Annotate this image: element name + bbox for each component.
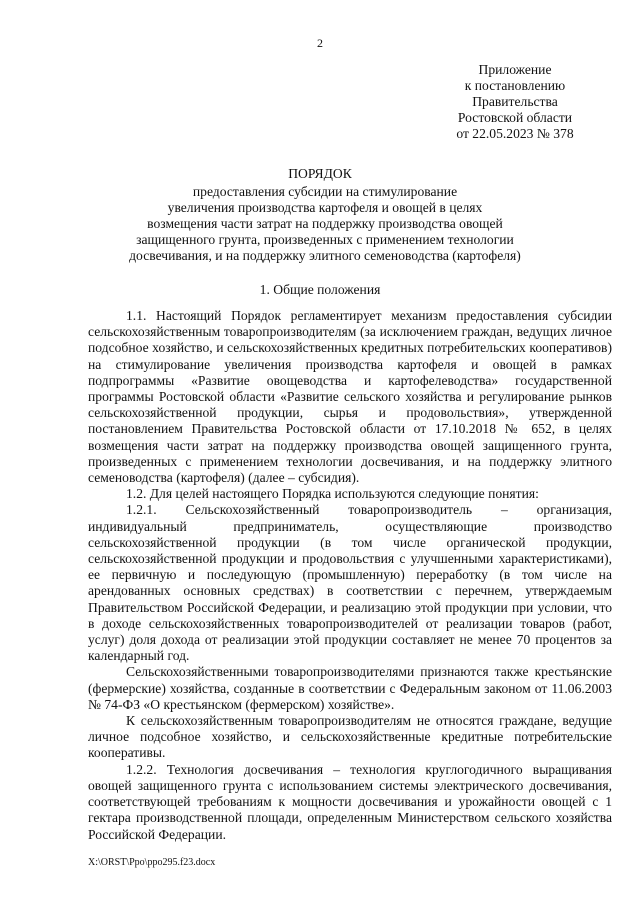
appendix-line: Приложение xyxy=(478,62,552,77)
paragraph: 1.1. Настоящий Порядок регламентирует механизм предоставления субсидии сельскохозяйственным товаропроизводителям (за исключением граждан, ведущих личное подсобное хозяйство, и сельскохозяйственных кредитных потребительских кооперативов) на стимулирование увеличения производства картофеля и овощей в рамках подпрограммы «Развитие овощеводства и картофелеводства» государственной программы Ростовской области «Развитие сельского хозяйства и регулирование рынков сельскохозяйственной продукции, сырья и продовольствия», утвержденной постановлением Правительства Ростовской области от 17.10.2018 № 652, в целях возмещения части затрат на поддержку производства овощей защищенного грунта, произведенных с применением технологии досвечивания, и на поддержку элитного семеноводства (картофеля) (далее – субсидия). xyxy=(88,308,612,486)
subtitle-line: увеличения производства картофеля и овощей в целях xyxy=(167,200,483,215)
file-path-footer: X:\ORST\Ppo\ppo295.f23.docx xyxy=(88,857,216,868)
page-number: 2 xyxy=(317,36,323,50)
paragraph: К сельскохозяйственным товаропроизводителям не относятся граждане, ведущие личное подсобное хозяйство, и сельскохозяйственные кредитные потребительские кооперативы. xyxy=(88,713,612,761)
paragraph: 1.2.2. Технология досвечивания – технология круглогодичного выращивания овощей защищенного грунта с использованием системы электрического досвечивания, соответствующей требованиям к мощности досвечивания и урожайности овощей с 1 гектара производственной площади, определенным Министерством сельского хозяйства Российской Федерации. xyxy=(88,761,612,842)
subtitle-line: возмещения части затрат на поддержку производства овощей xyxy=(147,216,503,231)
document-subtitle xyxy=(80,184,570,264)
body-text xyxy=(88,308,612,843)
subtitle-line: предоставления субсидии на стимулирование xyxy=(192,184,458,199)
section-heading: 1. Общие положения xyxy=(259,282,381,297)
subtitle-line: досвечивания, и на поддержку элитного семеноводства (картофеля) xyxy=(129,248,521,263)
subtitle-line: защищенного грунта, произведенных с применением технологии xyxy=(136,232,514,247)
paragraph: 1.2.1. Сельскохозяйственный товаропроизводитель – организация, индивидуальный предприниматель, осуществляющие производство сельскохозяйственной продукции (в том числе органической продукции, сельскохозяйственной продукции и продовольствия с улучшенными характеристиками), ее первичную и последующую (промышленную) переработку (в том числе на арендованных основных средствах) в соответствии с перечнем, утверждаемым Правительством Российской Федерации, и реализацию этой продукции при условии, что в доходе сельскохозяйственных товаропроизводителей от реализации товаров (работ, услуг) доля дохода от реализации этой продукции составляет не менее 70 процентов за календарный год. xyxy=(88,502,612,664)
appendix-block xyxy=(440,62,590,142)
appendix-line: Правительства xyxy=(472,94,558,109)
paragraph: Сельскохозяйственными товаропроизводителями признаются также крестьянские (фермерские) хозяйства, созданные в соответствии с Федеральным законом от 11.06.2003 № 74-ФЗ «О крестьянском (фермерском) хозяйстве». xyxy=(88,664,612,712)
appendix-line: Ростовской области xyxy=(457,110,573,125)
paragraph: 1.2. Для целей настоящего Порядка используются следующие понятия: xyxy=(126,486,539,502)
document-title: ПОРЯДОК xyxy=(288,166,352,181)
appendix-line: к постановлению xyxy=(464,78,566,93)
appendix-line: от 22.05.2023 № 378 xyxy=(456,126,574,141)
